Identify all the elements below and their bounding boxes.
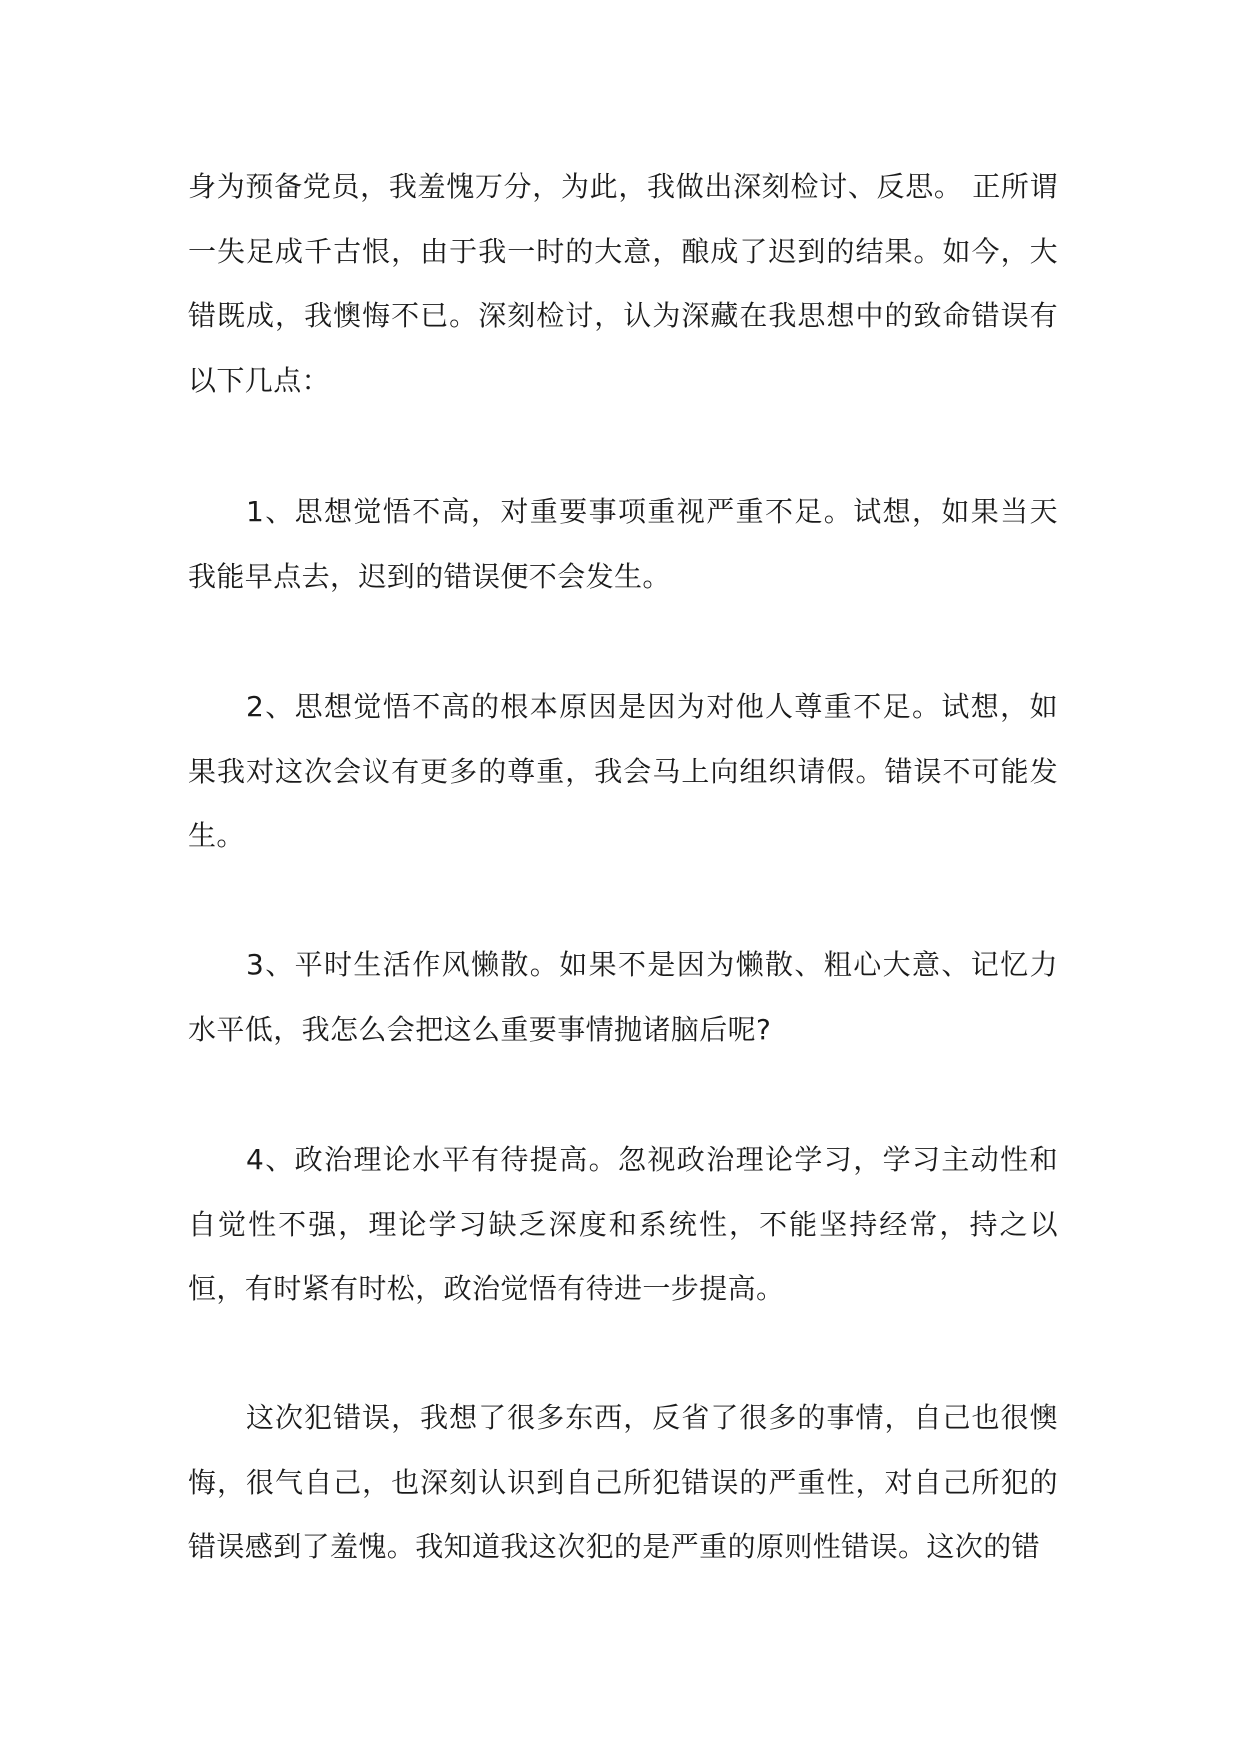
- paragraph-reflection: [188, 1386, 1058, 1580]
- paragraph-point-2: [188, 675, 1058, 869]
- paragraph-text: 身为预备党员，我羞愧万分，为此，我做出深刻检讨、反思。 正所谓一失足成千古恨，由于我一时的大意，酿成了迟到的结果。如今，大错既成，我懊悔不已。深刻检讨，认为深藏在我思想中的致命错误有以下几点：: [188, 170, 1058, 397]
- paragraph-point-4: [188, 1128, 1058, 1322]
- paragraph-text: 4、政治理论水平有待提高。忽视政治理论学习，学习主动性和自觉性不强，理论学习缺乏深度和系统性，不能坚持经常，持之以恒，有时紧有时松，政治觉悟有待进一步提高。: [188, 1143, 1058, 1305]
- paragraph-text: 3、平时生活作风懒散。如果不是因为懒散、粗心大意、记忆力水平低，我怎么会把这么重要事情抛诸脑后呢?: [188, 948, 1058, 1046]
- paragraph-text: 这次犯错误，我想了很多东西，反省了很多的事情，自己也很懊悔，很气自己，也深刻认识到自己所犯错误的严重性，对自己所犯的错误感到了羞愧。我知道我这次犯的是严重的原则性错误。这次的错: [188, 1401, 1058, 1563]
- paragraph-point-3: [188, 933, 1058, 1062]
- paragraph-text: 2、思想觉悟不高的根本原因是因为对他人尊重不足。试想，如果我对这次会议有更多的尊重，我会马上向组织请假。错误不可能发生。: [188, 690, 1058, 852]
- paragraph-text: 1、思想觉悟不高，对重要事项重视严重不足。试想，如果当天我能早点去，迟到的错误便不会发生。: [188, 495, 1058, 593]
- paragraph-intro: [188, 155, 1058, 413]
- paragraph-point-1: [188, 480, 1058, 609]
